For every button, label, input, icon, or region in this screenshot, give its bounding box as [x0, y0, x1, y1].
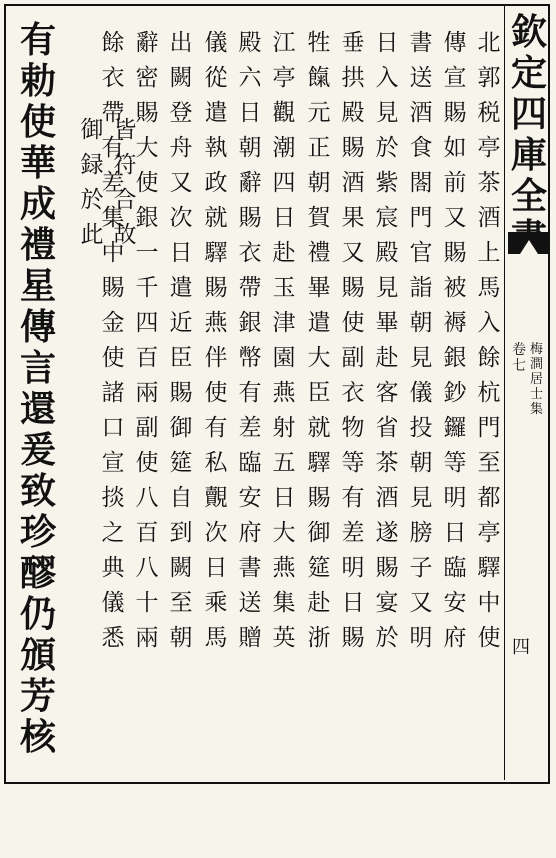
- text-char: 使: [477, 625, 501, 651]
- text-char: 此: [80, 222, 104, 248]
- text-char: 省: [375, 415, 399, 441]
- text-char: 集: [101, 205, 125, 231]
- text-char: 衣: [238, 240, 262, 266]
- text-char: 朝: [307, 170, 331, 196]
- text-char: 之: [101, 520, 125, 546]
- series-title-char: 四: [510, 93, 547, 135]
- text-char: 一: [135, 240, 159, 266]
- text-char: 書: [409, 30, 433, 56]
- text-char: 宣: [443, 65, 467, 91]
- text-char: 合: [113, 187, 137, 213]
- text-char: 赴: [272, 240, 296, 266]
- text-char: 於: [375, 135, 399, 161]
- book-title-char: 集: [530, 402, 544, 417]
- text-char: 副: [341, 345, 365, 371]
- text-char: 賜: [375, 555, 399, 581]
- text-char: 客: [375, 380, 399, 406]
- text-char: 舟: [169, 135, 193, 161]
- text-char: 鈔: [443, 380, 467, 406]
- text-char: 賜: [443, 240, 467, 266]
- text-char: 遣: [169, 275, 193, 301]
- text-char: 傳: [443, 30, 467, 56]
- text-char: 明: [409, 625, 433, 651]
- text-char: 闕: [169, 555, 193, 581]
- text-char: 從: [204, 65, 228, 91]
- text-char: 馬: [477, 275, 501, 301]
- text-column: [168, 26, 194, 771]
- text-char: 典: [101, 555, 125, 581]
- text-char: 於: [375, 625, 399, 651]
- text-char: 大: [135, 135, 159, 161]
- text-char: 中: [477, 590, 501, 616]
- text-column: [306, 26, 332, 771]
- text-char: 見: [375, 275, 399, 301]
- text-char: 日: [238, 100, 262, 126]
- large-char: 致: [19, 470, 56, 512]
- large-char: 醪: [19, 552, 56, 594]
- text-char: 見: [409, 345, 433, 371]
- large-char: 成: [19, 183, 56, 225]
- text-char: 又: [169, 170, 193, 196]
- text-char: 物: [341, 415, 365, 441]
- text-char: 集: [272, 590, 296, 616]
- text-char: 紫: [375, 170, 399, 196]
- text-char: 日: [204, 555, 228, 581]
- text-char: 使: [341, 310, 365, 336]
- text-char: 牲: [307, 30, 331, 56]
- text-char: 衣: [101, 65, 125, 91]
- large-char: 傳: [19, 306, 56, 348]
- text-char: 覿: [204, 485, 228, 511]
- text-char: 又: [409, 590, 433, 616]
- text-char: 十: [135, 590, 159, 616]
- text-char: 赴: [375, 345, 399, 371]
- text-char: 明: [341, 555, 365, 581]
- text-char: 皆: [113, 117, 137, 143]
- text-column: [271, 26, 297, 771]
- text-char: 又: [341, 240, 365, 266]
- text-char: 銀: [443, 345, 467, 371]
- text-char: 臨: [443, 555, 467, 581]
- text-char: 儀: [204, 30, 228, 56]
- large-text-column: [18, 20, 58, 758]
- text-char: 御: [80, 117, 104, 143]
- book-title: [530, 342, 543, 417]
- text-char: 元: [307, 100, 331, 126]
- text-char: 次: [169, 205, 193, 231]
- text-char: 四: [272, 170, 296, 196]
- text-char: 遣: [204, 100, 228, 126]
- text-char: 園: [272, 345, 296, 371]
- text-char: 帶: [238, 275, 262, 301]
- text-char: 觀: [272, 100, 296, 126]
- text-char: 掞: [101, 485, 125, 511]
- text-char: 使: [101, 345, 125, 371]
- text-char: 使: [135, 450, 159, 476]
- text-char: 賜: [307, 485, 331, 511]
- text-char: 上: [477, 240, 501, 266]
- text-char: 子: [409, 555, 433, 581]
- text-char: 百: [135, 520, 159, 546]
- text-char: 書: [238, 555, 262, 581]
- text-char: 有: [238, 380, 262, 406]
- text-char: 御: [307, 520, 331, 546]
- series-title-char: 欽: [510, 11, 547, 53]
- text-char: 出: [169, 30, 193, 56]
- text-char: 衣: [341, 380, 365, 406]
- text-char: 餘: [101, 30, 125, 56]
- text-char: 府: [238, 520, 262, 546]
- text-char: 諸: [101, 380, 125, 406]
- series-title-char: 全: [510, 175, 547, 217]
- text-char: 餼: [307, 65, 331, 91]
- text-char: 日: [272, 205, 296, 231]
- text-char: 副: [135, 415, 159, 441]
- text-char: 就: [204, 205, 228, 231]
- text-char: 前: [443, 170, 467, 196]
- text-char: 食: [409, 135, 433, 161]
- large-char: 仍: [19, 593, 56, 635]
- large-char: 星: [19, 265, 56, 307]
- text-column: [374, 26, 400, 771]
- large-char: 珍: [19, 511, 56, 553]
- text-char: 遂: [375, 520, 399, 546]
- text-char: 酒: [409, 100, 433, 126]
- text-char: 臨: [238, 450, 262, 476]
- large-char: 頒: [19, 634, 56, 676]
- text-char: 宴: [375, 590, 399, 616]
- text-char: 日: [341, 590, 365, 616]
- text-char: 驛: [204, 240, 228, 266]
- text-char: 就: [307, 415, 331, 441]
- text-char: 筵: [169, 450, 193, 476]
- text-char: 酒: [341, 170, 365, 196]
- text-char: 次: [204, 520, 228, 546]
- text-char: 餘: [477, 345, 501, 371]
- text-char: 赴: [307, 590, 331, 616]
- text-column: [112, 113, 138, 858]
- text-column: [340, 26, 366, 771]
- text-char: 入: [477, 310, 501, 336]
- text-column: [476, 26, 502, 771]
- text-char: 日: [443, 520, 467, 546]
- text-char: 燕: [204, 310, 228, 336]
- text-char: 六: [238, 65, 262, 91]
- text-char: 兩: [135, 380, 159, 406]
- text-char: 録: [80, 152, 104, 178]
- book-title-char: 士: [530, 387, 544, 402]
- text-char: 大: [307, 345, 331, 371]
- text-char: 儀: [409, 380, 433, 406]
- text-char: 馬: [204, 625, 228, 651]
- text-char: 賜: [341, 135, 365, 161]
- text-char: 四: [135, 310, 159, 336]
- text-char: 見: [409, 485, 433, 511]
- text-char: 銀: [238, 310, 262, 336]
- text-char: 潮: [272, 135, 296, 161]
- text-char: 賜: [204, 275, 228, 301]
- text-char: 於: [80, 187, 104, 213]
- text-char: 膀: [409, 520, 433, 546]
- text-char: 五: [272, 450, 296, 476]
- large-char: 言: [19, 347, 56, 389]
- text-char: 拱: [341, 65, 365, 91]
- text-char: 玉: [272, 275, 296, 301]
- text-char: 悉: [101, 625, 125, 651]
- text-char: 酒: [375, 485, 399, 511]
- text-char: 金: [101, 310, 125, 336]
- text-char: 八: [135, 555, 159, 581]
- text-char: 殿: [375, 240, 399, 266]
- text-char: 賀: [307, 205, 331, 231]
- text-char: 賜: [443, 100, 467, 126]
- text-char: 登: [169, 100, 193, 126]
- text-char: 密: [135, 65, 159, 91]
- text-char: 八: [135, 485, 159, 511]
- text-char: 被: [443, 275, 467, 301]
- text-char: 宣: [101, 450, 125, 476]
- text-char: 帶: [101, 100, 125, 126]
- text-char: 正: [307, 135, 331, 161]
- text-char: 臣: [169, 345, 193, 371]
- text-column: [203, 26, 229, 771]
- text-char: 闕: [169, 65, 193, 91]
- text-char: 都: [477, 485, 501, 511]
- text-char: 驛: [307, 450, 331, 476]
- text-column: [442, 26, 468, 771]
- text-char: 畢: [375, 310, 399, 336]
- text-char: 入: [375, 65, 399, 91]
- text-char: 朝: [409, 310, 433, 336]
- large-char: 有: [19, 19, 56, 61]
- text-char: 賜: [238, 205, 262, 231]
- text-char: 茶: [375, 450, 399, 476]
- text-char: 賜: [101, 275, 125, 301]
- text-char: 使: [135, 170, 159, 196]
- large-char: 芳: [19, 675, 56, 717]
- text-char: 如: [443, 135, 467, 161]
- text-char: 亭: [272, 65, 296, 91]
- text-char: 閤: [409, 170, 433, 196]
- text-char: 乘: [204, 590, 228, 616]
- text-char: 禮: [307, 240, 331, 266]
- text-char: 亭: [477, 135, 501, 161]
- text-char: 見: [375, 100, 399, 126]
- series-title-char: 庫: [510, 134, 547, 176]
- text-char: 賜: [135, 100, 159, 126]
- text-char: 日: [169, 240, 193, 266]
- text-char: 大: [272, 520, 296, 546]
- text-char: 臣: [307, 380, 331, 406]
- text-char: 鑼: [443, 415, 467, 441]
- text-column: [79, 113, 105, 858]
- text-char: 褥: [443, 310, 467, 336]
- text-char: 伴: [204, 345, 228, 371]
- large-char: 使: [19, 101, 56, 143]
- text-char: 安: [443, 590, 467, 616]
- text-char: 中: [101, 240, 125, 266]
- text-char: 御: [169, 415, 193, 441]
- large-char: 核: [19, 716, 56, 758]
- text-char: 北: [477, 30, 501, 56]
- text-char: 税: [477, 100, 501, 126]
- text-char: 筵: [307, 555, 331, 581]
- text-char: 差: [238, 415, 262, 441]
- juan-char: 七: [512, 358, 526, 374]
- text-char: 使: [204, 380, 228, 406]
- text-char: 明: [443, 485, 467, 511]
- text-char: 門: [477, 415, 501, 441]
- text-char: 殿: [341, 100, 365, 126]
- text-char: 又: [443, 205, 467, 231]
- text-char: 燕: [272, 555, 296, 581]
- text-char: 有: [341, 485, 365, 511]
- large-char: 還: [19, 388, 56, 430]
- text-char: 賜: [341, 625, 365, 651]
- large-char: 爰: [19, 429, 56, 471]
- text-char: 至: [477, 450, 501, 476]
- text-char: 詣: [409, 275, 433, 301]
- text-char: 差: [101, 170, 125, 196]
- text-char: 茶: [477, 170, 501, 196]
- text-char: 燕: [272, 380, 296, 406]
- text-char: 宸: [375, 205, 399, 231]
- text-char: 送: [409, 65, 433, 91]
- book-title-char: 居: [530, 372, 544, 387]
- text-char: 千: [135, 275, 159, 301]
- text-char: 浙: [307, 625, 331, 651]
- text-char: 殿: [238, 30, 262, 56]
- text-char: 辭: [135, 30, 159, 56]
- large-char: 華: [19, 142, 56, 184]
- text-char: 政: [204, 170, 228, 196]
- text-char: 兩: [135, 625, 159, 651]
- book-title-char: 澗: [530, 357, 544, 372]
- text-char: 口: [101, 415, 125, 441]
- text-char: 杭: [477, 380, 501, 406]
- text-char: 津: [272, 310, 296, 336]
- text-char: 郭: [477, 65, 501, 91]
- text-char: 官: [409, 240, 433, 266]
- text-char: 執: [204, 135, 228, 161]
- text-column: [237, 26, 263, 771]
- text-char: 安: [238, 485, 262, 511]
- text-char: 射: [272, 415, 296, 441]
- text-char: 日: [375, 30, 399, 56]
- text-char: 門: [409, 205, 433, 231]
- text-char: 辭: [238, 170, 262, 196]
- book-title-char: 梅: [530, 342, 544, 357]
- margin-rule: [504, 6, 505, 780]
- text-char: 垂: [341, 30, 365, 56]
- text-char: 近: [169, 310, 193, 336]
- text-char: 朝: [169, 625, 193, 651]
- text-char: 等: [341, 450, 365, 476]
- juan-label: [512, 342, 526, 374]
- text-char: 朝: [409, 450, 433, 476]
- text-char: 差: [341, 520, 365, 546]
- series-title: [507, 12, 551, 258]
- fish-tail-mark: [508, 232, 550, 254]
- text-char: 日: [272, 485, 296, 511]
- text-char: 至: [169, 590, 193, 616]
- text-char: 有: [101, 135, 125, 161]
- series-title-char: 定: [510, 52, 547, 94]
- text-char: 百: [135, 345, 159, 371]
- text-char: 故: [113, 222, 137, 248]
- page-number: 四: [512, 637, 530, 658]
- text-char: 贈: [238, 625, 262, 651]
- text-column: [408, 26, 434, 771]
- text-char: 等: [443, 450, 467, 476]
- text-char: 儀: [101, 590, 125, 616]
- text-char: 亭: [477, 520, 501, 546]
- text-char: 私: [204, 450, 228, 476]
- text-char: 酒: [477, 205, 501, 231]
- text-char: 送: [238, 590, 262, 616]
- text-char: 果: [341, 205, 365, 231]
- text-char: 英: [272, 625, 296, 651]
- text-char: 投: [409, 415, 433, 441]
- text-char: 賜: [169, 380, 193, 406]
- text-char: 畢: [307, 275, 331, 301]
- text-char: 朝: [238, 135, 262, 161]
- text-char: 到: [169, 520, 193, 546]
- text-char: 符: [113, 152, 137, 178]
- text-char: 幣: [238, 345, 262, 371]
- text-char: 有: [204, 415, 228, 441]
- large-char: 勅: [19, 60, 56, 102]
- text-char: 銀: [135, 205, 159, 231]
- juan-char: 卷: [512, 342, 526, 358]
- text-char: 江: [272, 30, 296, 56]
- large-char: 禮: [19, 224, 56, 266]
- text-char: 府: [443, 625, 467, 651]
- text-char: 賜: [341, 275, 365, 301]
- text-char: 驛: [477, 555, 501, 581]
- text-char: 自: [169, 485, 193, 511]
- text-char: 遣: [307, 310, 331, 336]
